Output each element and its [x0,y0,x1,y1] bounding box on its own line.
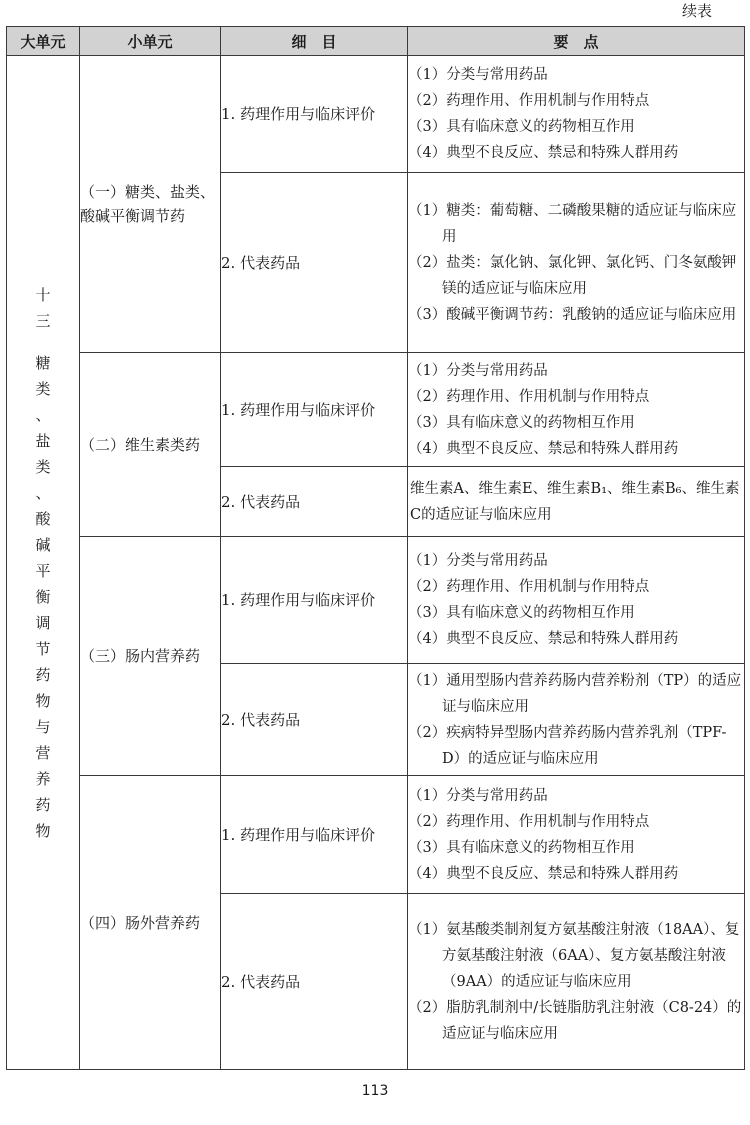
continued-label: 续表 [681,2,712,20]
detail-cell: 2. 代表药品 [221,894,408,1070]
sub-unit-cell: （四）肠外营养药 [80,776,221,1070]
points-cell [408,776,745,894]
detail-cell: 2. 代表药品 [221,664,408,776]
point-line: （2）药理作用、作用机制与作用特点 [408,813,650,830]
big-unit-char: 十 [35,285,51,304]
points-cell [408,537,745,664]
point-line: （3）具有临床意义的药物相互作用 [408,839,635,856]
big-unit-char: 调 [35,613,51,632]
point-line: （3）具有临床意义的药物相互作用 [408,414,635,431]
big-unit-char: 与 [35,717,51,736]
point-line: （2）药理作用、作用机制与作用特点 [408,579,650,595]
big-unit-char: 物 [35,821,51,840]
syllabus-table [6,26,745,1070]
points-cell [408,467,745,537]
big-unit-char: 物 [35,691,51,710]
point-line: （2）脂肪乳制剂中/长链脂肪乳注射液（C8-24）的适应证与临床应用 [408,999,742,1042]
table-row [7,56,745,173]
big-unit-char: 糖 [35,353,51,372]
table-row [7,776,745,894]
point-line: （1）通用型肠内营养药肠内营养粉剂（TP）的适应证与临床应用 [408,672,742,715]
big-unit-vertical-title [7,282,79,844]
point-line: （1）分类与常用药品 [408,67,548,83]
table-row [7,537,745,664]
point-line: （4）典型不良反应、禁忌和特殊人群用药 [408,865,679,882]
points-cell [408,56,745,173]
big-unit-char: 盐 [35,431,51,450]
sub-unit-cell: （一）糖类、盐类、酸碱平衡调节药 [80,56,221,353]
big-unit-char: 衡 [35,587,51,606]
big-unit-char: 碱 [35,535,51,554]
point-text: 维生素A、维生素E、维生素B₁、维生素B₆、维生素C的适应证与临床应用 [410,480,740,523]
detail-cell: 1. 药理作用与临床评价 [221,537,408,664]
header-points: 要 点 [408,27,745,56]
header-detail: 细 目 [221,27,408,56]
big-unit-char: 、 [35,405,51,424]
big-unit-char: 节 [35,639,51,658]
big-unit-char: 药 [35,665,51,684]
points-cell [408,353,745,467]
point-line: （3）酸碱平衡调节药：乳酸钠的适应证与临床应用 [408,306,737,323]
sub-unit-cell: （三）肠内营养药 [80,537,221,776]
table-row [7,353,745,467]
points-cell [408,173,745,353]
table-header-row [7,27,745,56]
big-unit-char: 类 [35,379,51,398]
big-unit-char: 养 [35,769,51,788]
header-unit: 大单元 [7,27,80,56]
detail-cell: 1. 药理作用与临床评价 [221,776,408,894]
point-line: （4）典型不良反应、禁忌和特殊人群用药 [408,440,679,457]
point-line: （1）分类与常用药品 [408,362,548,379]
big-unit-char: 酸 [35,509,51,528]
big-unit-cell [7,56,80,1070]
page-number: 113 [361,1083,389,1099]
sub-unit-cell: （二）维生素类药 [80,353,221,537]
point-line: （1）分类与常用药品 [408,553,548,569]
header-subunit: 小单元 [80,27,221,56]
point-line: （4）典型不良反应、禁忌和特殊人群用药 [408,145,679,161]
point-line: （3）具有临床意义的药物相互作用 [408,605,635,621]
points-cell [408,894,745,1070]
detail-cell: 1. 药理作用与临床评价 [221,353,408,467]
detail-cell: 2. 代表药品 [221,467,408,537]
big-unit-char: 三 [35,311,51,330]
point-line: （2）药理作用、作用机制与作用特点 [408,93,650,109]
point-line: （1）糖类：葡萄糖、二磷酸果糖的适应证与临床应用 [408,202,737,245]
point-line: （1）分类与常用药品 [408,787,548,804]
point-line: （2）药理作用、作用机制与作用特点 [408,388,650,405]
big-unit-char: 类 [35,457,51,476]
detail-cell: 1. 药理作用与临床评价 [221,56,408,173]
detail-cell: 2. 代表药品 [221,173,408,353]
big-unit-gap [7,334,79,350]
point-line: （3）具有临床意义的药物相互作用 [408,119,635,135]
big-unit-char: 平 [35,561,51,580]
point-line: （2）疾病特异型肠内营养药肠内营养乳剂（TPF-D）的适应证与临床应用 [408,724,727,767]
point-line: （2）盐类：氯化钠、氯化钾、氯化钙、门冬氨酸钾镁的适应证与临床应用 [408,254,737,297]
big-unit-char: 营 [35,743,51,762]
point-line: （1）氨基酸类制剂复方氨基酸注射液（18AA）、复方氨基酸注射液（6AA）、复方氨基酸注射液（9AA）的适应证与临床应用 [408,921,740,990]
big-unit-char: 、 [35,483,51,502]
big-unit-char: 药 [35,795,51,814]
points-cell [408,664,745,776]
point-line: （4）典型不良反应、禁忌和特殊人群用药 [408,631,679,647]
